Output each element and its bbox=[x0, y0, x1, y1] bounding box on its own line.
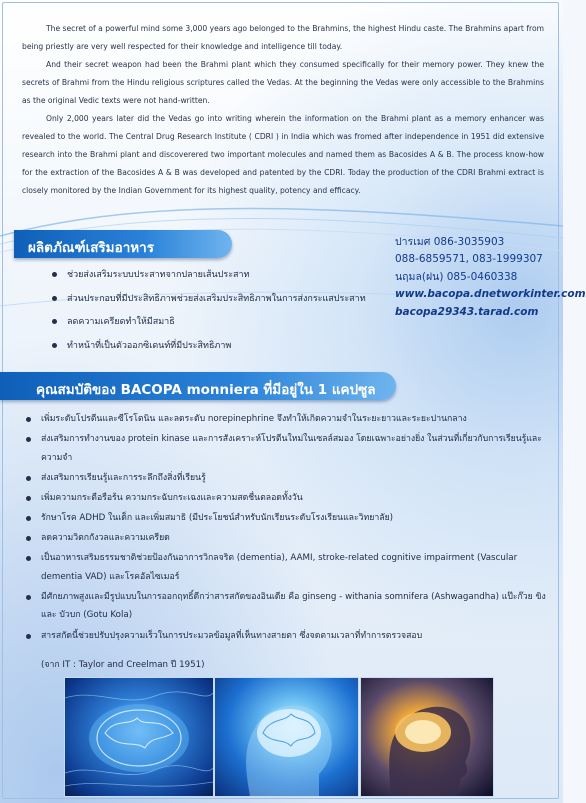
list-item bbox=[26, 509, 551, 528]
contact-block bbox=[395, 234, 586, 321]
website-link-1[interactable]: www.bacopa.dnetworkinter.com bbox=[395, 288, 586, 301]
contact-line-2: 088-6859571, 083-1999307 bbox=[395, 253, 543, 266]
products-heading-banner bbox=[14, 230, 232, 258]
intro-text bbox=[22, 20, 544, 200]
bullet-icon bbox=[52, 272, 57, 277]
list-item bbox=[26, 549, 551, 586]
bullet-icon bbox=[26, 417, 31, 422]
list-item bbox=[52, 292, 392, 316]
bullet-icon bbox=[26, 634, 31, 639]
property-item-text: ส่งเสริมการเรียนรู้และการระลึกถึงสิ่งที่เรียนรู้ bbox=[41, 472, 206, 483]
list-item bbox=[26, 469, 551, 488]
contact-line-1: ปารเมศ 086-3035903 bbox=[395, 236, 505, 248]
bullet-icon bbox=[52, 296, 57, 301]
list-item bbox=[52, 268, 392, 292]
property-item-text: เพิ่มความกระตือรือร้น ความกระฉับกระเฉงและความสดชื่นตลอดทั้งวัน bbox=[41, 492, 303, 503]
product-item-text: ช่วยส่งเสริมระบบประสาทจากปลายเส้นประสาท bbox=[67, 270, 250, 280]
property-item-text: รักษาโรค ADHD ในเด็ก และเพิ่มสมาธิ (มีประโยชน์สำหรับนักเรียนระดับโรงเรียนและวิทยาลัย) bbox=[41, 512, 394, 523]
products-heading: ผลิตภัณฑ์เสริมอาหาร bbox=[28, 240, 155, 256]
intro-paragraph-1: The secret of a powerful mind some 3,000 years ago belonged to the Brahmins, the highest Hindu caste. The Brahmins apart from being priestly are very well respected for their knowledge and intelligence till today. bbox=[22, 24, 544, 51]
product-item-text: ทำหน้าที่เป็นตัวออกซิเดนท์ที่มีประสิทธิภาพ bbox=[67, 340, 232, 351]
brain-icon bbox=[65, 678, 213, 796]
product-item-text: ลดความเครียดทำให้มีสมาธิ bbox=[67, 317, 175, 327]
list-item bbox=[26, 410, 551, 429]
transparent-head-brain-image bbox=[214, 677, 359, 797]
property-item-text: ลดความวิตกกังวลและความเครียด bbox=[41, 533, 170, 544]
properties-heading-banner bbox=[0, 372, 396, 400]
bullet-icon bbox=[26, 476, 31, 481]
list-item bbox=[26, 529, 551, 548]
property-item-text: สารสกัดนี้ช่วยปรับปรุงความเร็วในการประมวลข้อมูลที่เห็นทางสายตา ซึ่งจดตามเวลาที่ทำการตรวจสอบ bbox=[41, 630, 423, 641]
properties-heading: คุณสมบัติของ BACOPA monniera ที่มีอยู่ใน 1 แคปซูล bbox=[36, 382, 376, 398]
bullet-icon bbox=[26, 496, 31, 501]
list-item bbox=[52, 315, 392, 339]
list-item bbox=[26, 489, 551, 508]
glowing-brain-image bbox=[64, 677, 214, 797]
intro-paragraph-2: And their secret weapon had been the Brahmi plant which they consumed specifically for their memory power. They knew the secrets of Brahmi from the Hindu religious scriptures called the Vedas. At the beginning the Vedas were only accessible to the Brahmins as the original Vedic texts were not hand-written. bbox=[22, 60, 544, 105]
list-item bbox=[26, 430, 551, 467]
bullet-icon bbox=[52, 343, 57, 348]
bullet-icon bbox=[26, 536, 31, 541]
property-item-text: ส่งเสริมการทำงานของ protein kinase และการสังเคราะห์โปรตีนใหม่ในเซลล์สมอง โดยเฉพาะอย่างยิ่ง ในส่วนที่เกี่ยวกับการเรียนรู้และความจำ bbox=[41, 434, 542, 463]
head-icon bbox=[215, 678, 358, 796]
citation: (จาก IT : Taylor and Creelman ปี 1951) bbox=[41, 660, 205, 670]
property-item-text: เพิ่มระดับโปรตีนและซีโรโตนิน และลดระดับ norepinephrine จึงทำให้เกิดความจำในระยะยาวและระยะปานกลาง bbox=[41, 414, 467, 424]
head-profile-brain-image bbox=[360, 677, 494, 797]
product-item-text: ส่วนประกอบที่มีประสิทธิภาพช่วยส่งเสริมประสิทธิภาพในการส่งกระแสประสาท bbox=[67, 293, 366, 304]
list-item bbox=[52, 339, 392, 363]
property-item-text: เป็นอาหารเสริมธรรมชาติช่วยป้องกันอาการวิกลจริต (dementia), AAMI, stroke-related cognitive impairment (Vascular dementia VAD) และโรคอัลไซเมอร์ bbox=[41, 553, 518, 582]
products-list bbox=[52, 268, 392, 362]
list-item bbox=[26, 627, 551, 646]
bullet-icon bbox=[52, 319, 57, 324]
profile-icon bbox=[361, 678, 493, 796]
contact-line-3: นฤมล(ฝน) 085-0460338 bbox=[395, 270, 518, 283]
bullet-icon bbox=[26, 595, 31, 600]
intro-paragraph-3: Only 2,000 years later did the Vedas go into writing wherein the information on the Brahmi plant as a memory enhancer was revealed to the world. The Central Drug Research Institute ( CDRI ) in India which was fromed after independence in 1951 did extensive research into the Brahmi plant and discoverered two important molecules and named them as Bacosides A & B. The process know-how for the extraction of the Bacosides A & B was developed and patented by the CDRI. Today the production of the CDRI Brahmi extract is closely monitored by the Indian Government for its highest quality, potency and efficacy. bbox=[22, 114, 544, 195]
bullet-icon bbox=[26, 516, 31, 521]
bullet-icon bbox=[26, 556, 31, 561]
properties-list bbox=[26, 410, 551, 647]
list-item bbox=[26, 588, 551, 625]
website-link-2[interactable]: bacopa29343.tarad.com bbox=[395, 305, 539, 318]
bullet-icon bbox=[26, 437, 31, 442]
property-item-text: มีศักยภาพสูงและมีรูปแบบในการออกฤทธิ์ดีกว่าสารสกัดของอินเดีย คือ ginseng - withania somnifera (Ashwagandha) แป๊ะก๊วย ขิง และ บัวบก (Gotu Kola) bbox=[41, 591, 546, 621]
